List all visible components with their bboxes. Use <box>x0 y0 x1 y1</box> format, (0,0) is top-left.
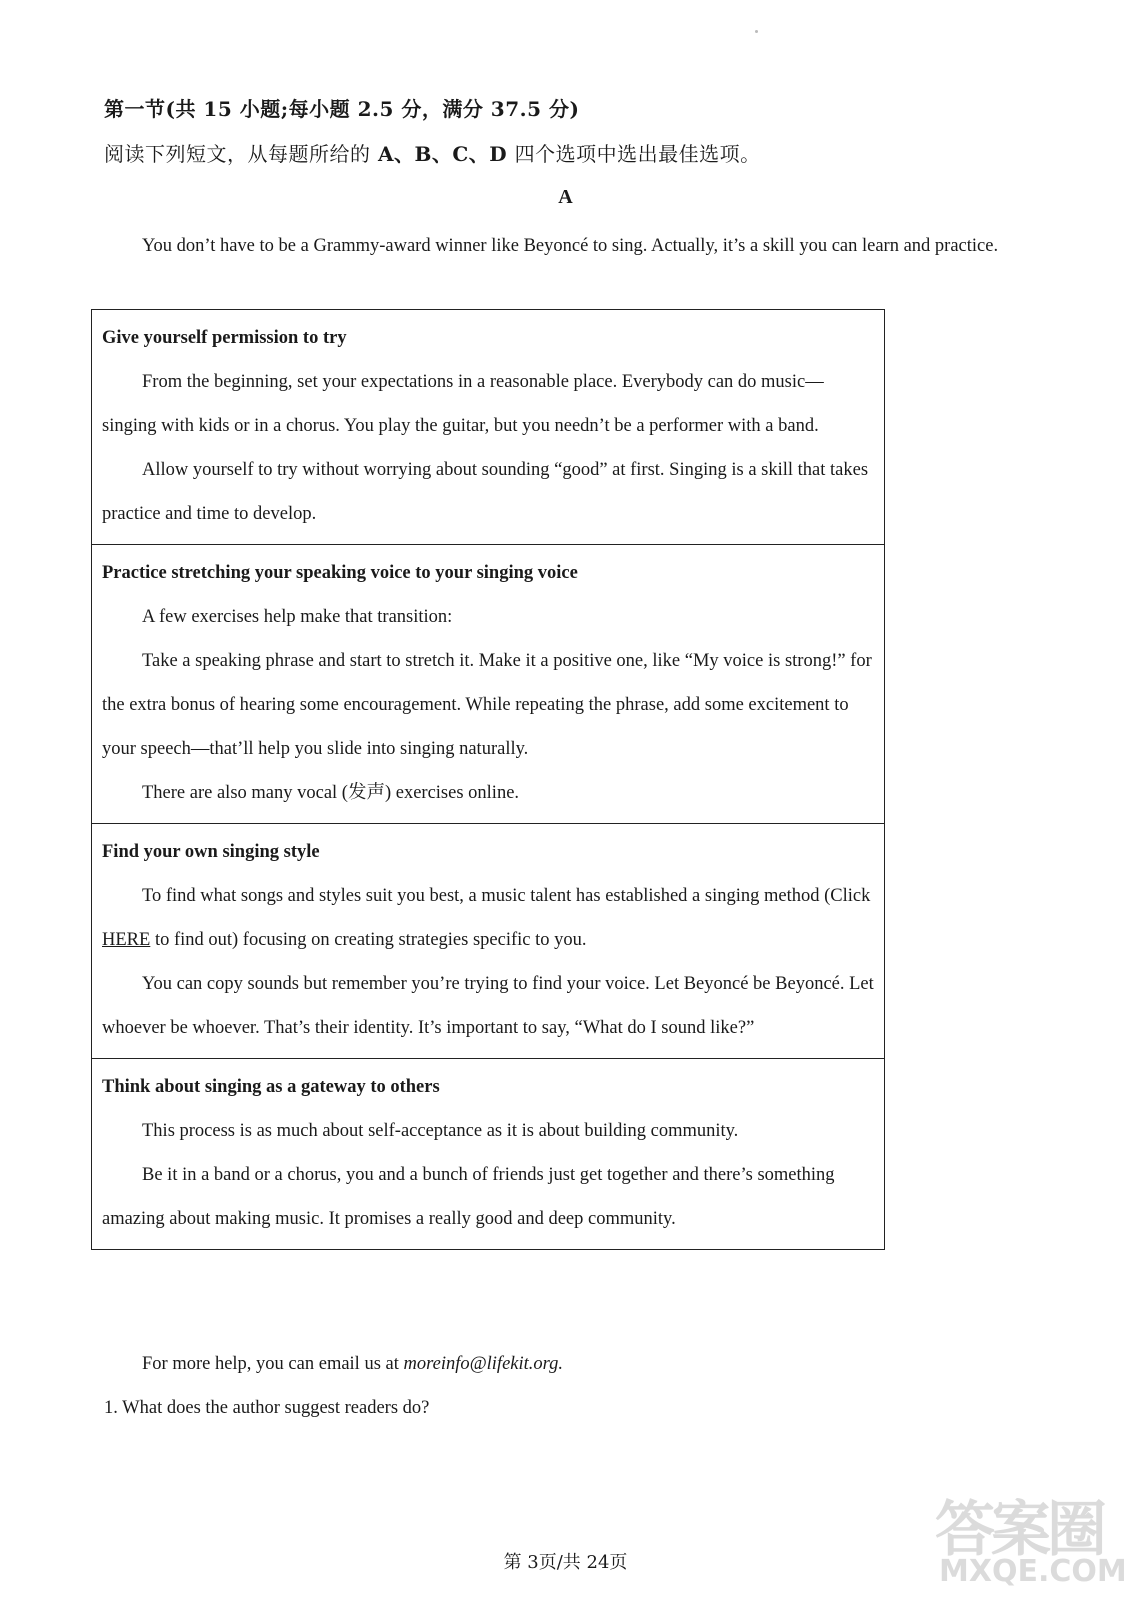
help-text: For more help, you can email us at <box>142 1354 404 1374</box>
tip-box-style <box>92 824 884 1059</box>
tip-paragraph: Be it in a band or a chorus, you and a bunch of friends just get together and there’s something amazing about making music. It promises a really good and deep community. <box>102 1165 835 1229</box>
help-email: moreinfo@lifekit.org. <box>403 1354 564 1374</box>
scan-dot <box>755 30 758 33</box>
tip-paragraph: Allow yourself to try without worrying about sounding “good” at first. Singing is a skill that takes practice and time to develop. <box>102 460 869 524</box>
section-heading: 第一节(共 15 小题;每小题 2.5 分，满分 37.5 分) <box>104 97 580 121</box>
tip-text: to find out) focusing on creating strategies specific to you. <box>150 930 587 950</box>
tip-paragraph: Take a speaking phrase and start to stretch it. Make it a positive one, like “My voice is strong!” for the extra bonus of hearing some encouragement. While repeating the phrase, add some excitement to your speech—that’ll help you slide into singing naturally. <box>102 651 872 759</box>
passage-letter: A <box>558 186 573 208</box>
tip-title: Find your own singing style <box>102 842 320 862</box>
help-line <box>142 1354 563 1375</box>
instruction-options: A、B、C、D <box>370 142 515 166</box>
instruction-after: 四个选项中选出最佳选项。 <box>514 142 761 166</box>
intro-paragraph: You don’t have to be a Grammy-award winner like Beyoncé to sing. Actually, it’s a skill you can learn and practice. <box>142 236 999 256</box>
tip-paragraph: There are also many vocal (发声) exercises online. <box>142 783 520 803</box>
tips-table <box>91 309 885 1250</box>
tip-paragraph: You can copy sounds but remember you’re trying to find your voice. Let Beyoncé be Beyoncé. Let whoever be whoever. That’s their identity. It’s important to say, “What do I sound like?” <box>102 974 874 1038</box>
tip-paragraph: This process is as much about self-acceptance as it is about building community. <box>142 1121 739 1141</box>
tip-box-permission <box>92 310 884 545</box>
page-footer: 第 3页/共 24页 <box>503 1552 628 1573</box>
watermark-cn: 答案圈 <box>935 1495 1103 1565</box>
tip-box-stretching <box>92 545 884 824</box>
instruction-before: 阅读下列短文，从每题所给的 <box>104 142 371 166</box>
tip-title: Practice stretching your speaking voice to your singing voice <box>102 563 578 583</box>
watermark-logo <box>935 1482 1127 1592</box>
question-1: 1. What does the author suggest readers do? <box>104 1398 430 1418</box>
tip-paragraph: A few exercises help make that transition: <box>142 607 453 627</box>
tip-text: To find what songs and styles suit you best, a music talent has established a singing method (Click <box>142 886 871 906</box>
here-link[interactable]: HERE <box>102 930 151 950</box>
tip-title: Give yourself permission to try <box>102 328 347 348</box>
tip-box-gateway <box>92 1059 884 1249</box>
watermark-en: MXQE.COM <box>939 1554 1127 1589</box>
tip-title: Think about singing as a gateway to others <box>102 1077 440 1097</box>
tip-paragraph <box>102 874 874 962</box>
tip-paragraph: From the beginning, set your expectations in a reasonable place. Everybody can do music—singing with kids or in a chorus. You play the guitar, but you needn’t be a performer with a band. <box>102 372 824 436</box>
instruction <box>104 138 761 167</box>
